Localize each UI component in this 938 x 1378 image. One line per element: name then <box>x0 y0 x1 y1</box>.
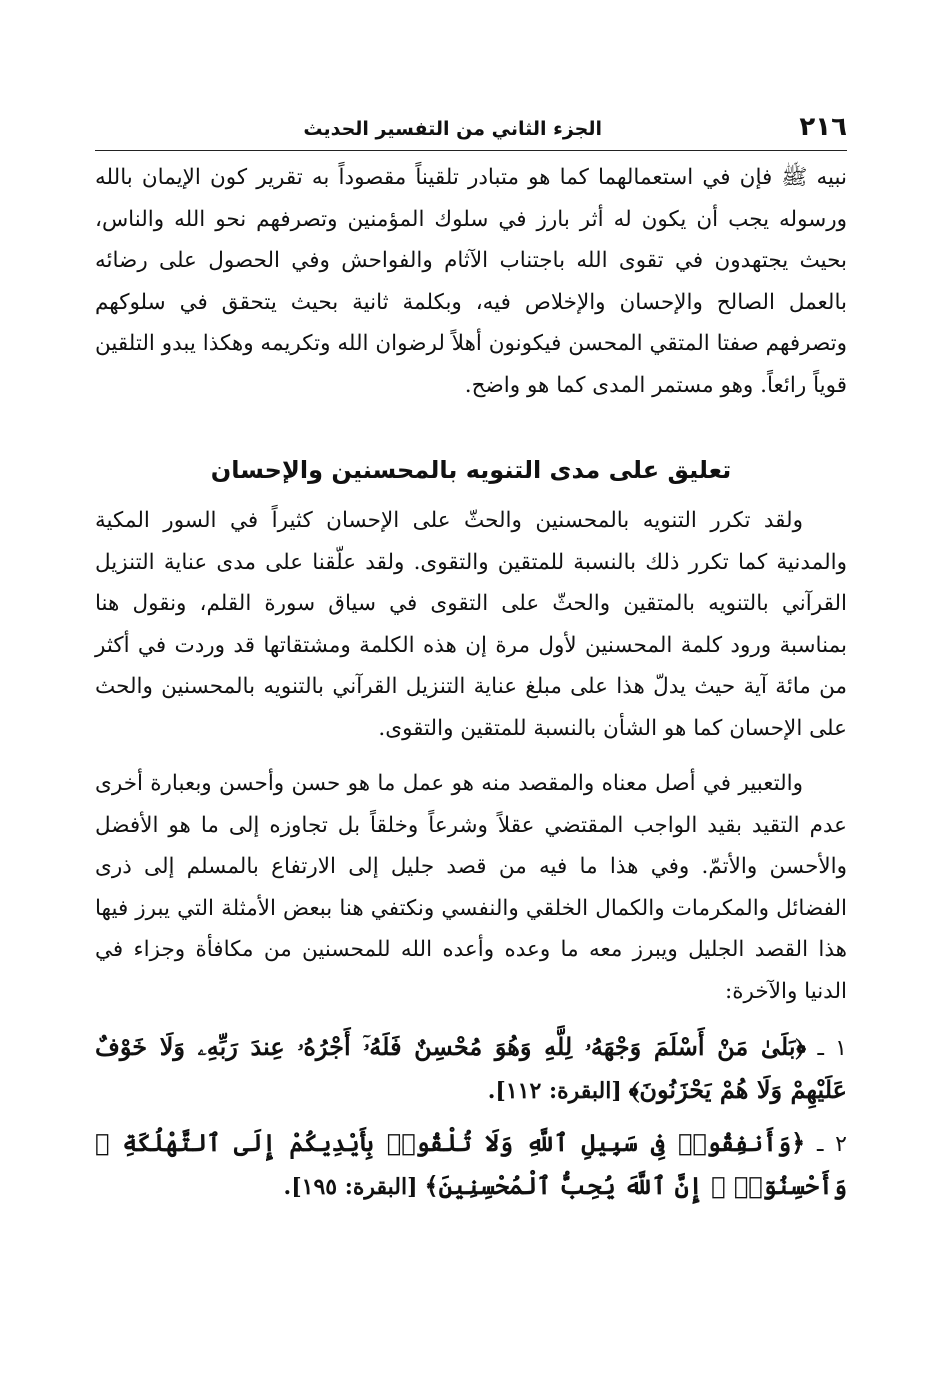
header-divider <box>95 150 847 151</box>
paragraph-1: نبيه ﷺ فإن في استعمالهما كما هو متبادر تلقيناً مقصوداً به تقرير كون الإيمان بالله ورسوله يجب أن يكون له أثر بارز في سلوك المؤمنين وتصرفهم نحو الله والناس، بحيث يجتهدون في تقوى الله باجتناب الآثام والفواحش وفي الحصول على رضائه بالعمل الصالح والإحسان والإخلاص فيه، وبكلمة ثانية بحيث يتحقق في سلوكهم وتصرفهم صفتا المتقي المحسن فيكونون أهلاً لرضوان الله وتكريمه وهكذا يبدو التلقين قوياً رائعاً. وهو مستمر المدى كما هو واضح. <box>95 165 847 398</box>
verse-reference: [البقرة: ١٩٥]. <box>283 1174 418 1200</box>
book-page <box>95 108 847 1208</box>
quran-verse-text: ﴿بَلَىٰ مَنْ أَسْلَمَ وَجْهَهُۥ لِلَّهِ وَهُوَ مُحْسِنٌ فَلَهُۥٓ أَجْرُهُۥ عِندَ رَبِّهِۦ وَلَا خَوْفٌ عَلَيْهِمْ وَلَا هُمْ يَحْزَنُونَ﴾ <box>95 1032 847 1104</box>
quran-verse-text: ﴿وَأَنفِقُوا۟ فِى سَبِيلِ ٱللَّهِ وَلَا تُلْقُوا۟ بِأَيْدِيكُمْ إِلَى ٱلتَّهْلُكَةِ ۛ وَأَحْسِنُوٓا۟ ۛ إِنَّ ٱللَّهَ يُحِبُّ ٱلْمُحْسِنِينَ﴾ <box>95 1128 847 1200</box>
section-title: تعليق على مدى التنويه بالمحسنين والإحسان <box>210 456 732 484</box>
verse-item-1 <box>95 1026 847 1112</box>
paragraph-2: ولقد تكرر التنويه بالمحسنين والحثّ على الإحسان كثيراً في السور المكية والمدنية كما تكرر ذلك بالنسبة للمتقين والتقوى. ولقد علّقنا على مدى عناية التنزيل القرآني بالتنويه بالمتقين والحثّ على التقوى في سياق سورة القلم، ونقول هنا بمناسبة ورود كلمة المحسنين لأول مرة إن هذه الكلمة ومشتقاتها قد وردت في أكثر من مائة آية حيث يدلّ هذا على مبلغ عناية التنزيل القرآني بالتنويه بالمحسنين والحث على الإحسان كما هو الشأن بالنسبة للمتقين والتقوى. <box>95 508 847 741</box>
verse-reference: [البقرة: ١١٢]. <box>487 1078 622 1104</box>
page-header <box>95 108 847 150</box>
page-number: ٢١٦ <box>799 112 847 142</box>
running-title: الجزء الثاني من التفسير الحديث <box>303 118 602 140</box>
verse-number: ١ ـ <box>817 1036 847 1061</box>
verse-number: ٢ ـ <box>816 1132 847 1157</box>
paragraph-3: والتعبير في أصل معناه والمقصد منه هو عمل ما هو حسن وأحسن وبعبارة أخرى عدم التقيد بقيد الواجب المقتضي عقلاً وشرعاً وخلقاً بل تجاوزه إلى ما هو الأفضل والأحسن والأتمّ. وفي هذا ما فيه من قصد جليل إلى الارتفاع بالمسلم إلى ذرى الفضائل والمكرمات والكمال الخلقي والنفسي ونكتفي هنا ببعض الأمثلة التي يبرز فيها هذا القصد الجليل ويبرز معه ما وعده وأعده الله للمحسنين من مكافأة وجزاء في الدنيا والآخرة: <box>95 771 847 1004</box>
verse-item-2 <box>95 1122 847 1208</box>
